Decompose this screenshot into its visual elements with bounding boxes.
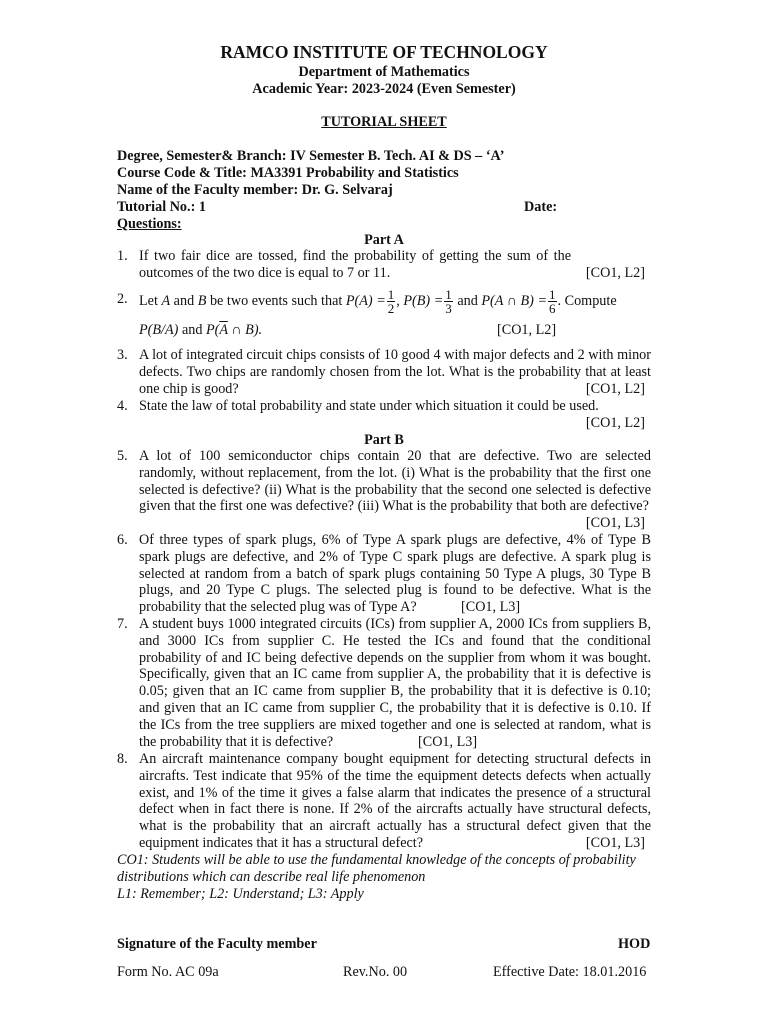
co-tag: [CO1, L2] xyxy=(497,322,557,338)
co-tag: [CO1, L2] xyxy=(585,414,645,431)
question-5 xyxy=(117,448,651,532)
part-a-heading: Part A xyxy=(364,232,404,248)
question-text: A student buys 1000 integrated circuits (ICs) from supplier A, 2000 ICs from suppliers B, and 3000 ICs from supplier C. He tested the ICs and found that the conditional probability of and IC being defective depends on the supplier from whom it was bought. Specifically, given that an IC came from supplier A, the probability that it is defective is 0.05; given that an IC came from supplier B, the probability that it is defective is 0.10; and given that an IC came from supplier C, the probability that it is defective is 0.10. If the ICs from the tree suppliers are mixed together and one is selected at random, what is the probability that it is defective? xyxy=(139,616,651,750)
question-number: 6. xyxy=(117,532,128,548)
form-number: Form No. AC 09a xyxy=(117,964,219,980)
institute-name: RAMCO INSTITUTE OF TECHNOLOGY xyxy=(220,42,548,62)
question-number: 5. xyxy=(117,448,128,464)
question-3 xyxy=(117,347,651,397)
fraction-one-third: $\frac{1}{3}$ xyxy=(445,287,452,316)
question-number: 1. xyxy=(117,248,128,264)
question-number: 4. xyxy=(117,398,128,414)
date-label: Date: xyxy=(524,199,558,215)
tutorial-number: Tutorial No.: 1 xyxy=(117,199,206,215)
fraction-one-sixth: $\frac{1}{6}$ xyxy=(549,287,556,316)
question-text: A lot of integrated circuit chips consists of 10 good 4 with major defects and 2 with minor defects. Two chips are randomly chosen from the lot. What is the probability that at least one chip is good? xyxy=(139,347,651,397)
co-tag: [CO1, L3] xyxy=(414,734,477,751)
co-tag: [CO1, L2] xyxy=(585,265,645,281)
co1-note: CO1: Students will be able to use the fundamental knowledge of the concepts of probability distributions which can describe real life phenomenon xyxy=(117,852,636,885)
revision-number: Rev.No. 00 xyxy=(343,964,408,980)
questions-label: Questions: xyxy=(117,216,182,232)
question-number: 8. xyxy=(117,751,128,767)
question-text: Of three types of spark plugs, 6% of Type A spark plugs are defective, 4% of Type B spark plugs are defective, and 2% of Type C spark plugs are defective. A spark plug is selected at random from a batch of spark plugs containing 50 Type A plugs, 30 Type B plugs, and 20 Type C plugs. The selected plug is found to be defective. What is the probability that the selected plug was of Type A? xyxy=(139,532,651,616)
question-number: 3. xyxy=(117,347,128,363)
question-6 xyxy=(117,532,651,616)
question-4 xyxy=(117,398,651,432)
course-line: Course Code & Title: MA3391 Probability and Statistics xyxy=(117,165,459,181)
co-tag: [CO1, L3] xyxy=(457,599,520,616)
levels-note: L1: Remember; L2: Understand; L3: Apply xyxy=(117,886,364,902)
question-7 xyxy=(117,616,651,750)
question-2-line-2: P(B/A) and $P(\overline{A}$ ∩ B). xyxy=(139,322,263,338)
faculty-signature-label: Signature of the Faculty member xyxy=(117,936,317,952)
question-text: A lot of 100 semiconductor chips contain 20 that are defective. Two are selected randomly, without replacement, from the lot. (i) What is the probability that the first one selected is defective? (ii) What is the probability that the second one selected is defective given that the first one was defective? (iii) What is the probability that both are defective? xyxy=(139,448,651,515)
co-tag: [CO1, L3] xyxy=(582,835,645,852)
question-text: If two fair dice are tossed, find the probability of getting the sum of the outcomes of the two dice is equal to 7 or 11. xyxy=(139,248,571,281)
faculty-line: Name of the Faculty member: Dr. G. Selvaraj xyxy=(117,182,393,198)
effective-date: Effective Date: 18.01.2016 xyxy=(493,964,647,980)
part-b-heading: Part B xyxy=(364,432,404,448)
co-tag: [CO1, L3] xyxy=(585,515,645,532)
question-text: State the law of total probability and state under which situation it could be used. xyxy=(139,398,599,414)
hod-signature-label: HOD xyxy=(618,936,651,952)
fraction-one-half: $\frac{1}{2}$ xyxy=(387,287,395,316)
question-number: 2. xyxy=(117,291,128,307)
academic-year: Academic Year: 2023-2024 (Even Semester) xyxy=(252,81,516,97)
question-text: An aircraft maintenance company bought equipment for detecting structural defects in aircrafts. Test indicate that 95% of the time the equipment detects defects when actually exist, and 1% of the time it gives a false alarm that indicates the presence of a structural defect when in fact there is none. If 2% of the aircrafts actually have structural defects, what is the probability that an aircraft actually has a structural defect given that the equipment indicates that it has a structural defect? xyxy=(139,751,651,851)
question-2: 2. Let A and B be two events such that P(A) = $\frac{1}{2}$ , P(B) = $\frac{1}{3}$ and P(A ∩ B) = $\frac{1}{6}$ . Compute P(B/A) and $P(\overline{A}$ ∩ B). [CO1, L2] xyxy=(117,287,617,338)
degree-line: Degree, Semester& Branch: IV Semester B. Tech. AI & DS – ‘A’ xyxy=(117,148,505,164)
sheet-title: TUTORIAL SHEET xyxy=(321,114,447,130)
department-name: Department of Mathematics xyxy=(298,64,470,80)
question-1 xyxy=(117,248,651,282)
question-number: 7. xyxy=(117,616,128,632)
question-8 xyxy=(117,751,651,852)
co-tag: [CO1, L2] xyxy=(585,381,645,397)
